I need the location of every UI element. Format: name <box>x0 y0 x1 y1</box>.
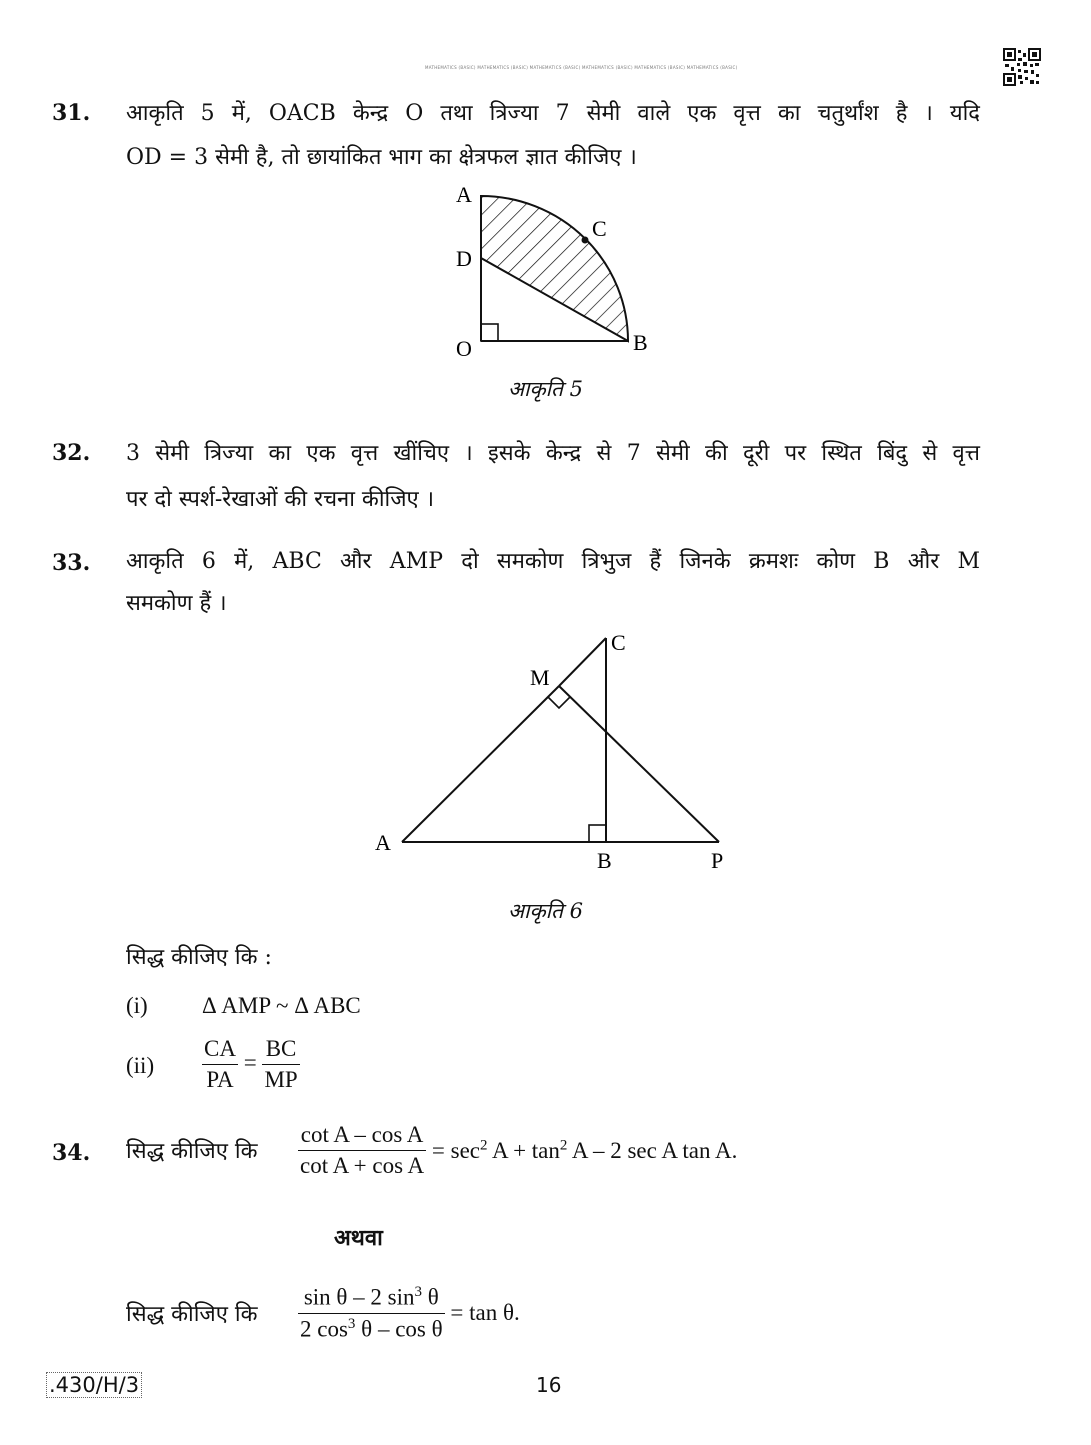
label-c: C <box>592 216 607 241</box>
side-am <box>402 686 559 842</box>
label-b: B <box>633 330 648 355</box>
qr-code-icon <box>1003 48 1041 86</box>
question-31-line-2: OD = 3 सेमी है, तो छायांकित भाग का क्षेत्रफल ज्ञात कीजिए । <box>126 145 637 170</box>
right-angle-mark <box>481 324 498 341</box>
question-33-number: 33. <box>52 550 91 576</box>
header-watermark: MATHEMATICS (BASIC) MATHEMATICS (BASIC) MATHEMATICS (BASIC) MATHEMATICS (BASIC) MATHEMATICS (BASIC) MATHEMATICS (BASIC) <box>425 65 738 70</box>
figure-6-triangles <box>370 625 750 880</box>
question-34-identity <box>298 1122 737 1179</box>
part-i-label: (i) <box>126 993 148 1018</box>
question-34-prove: सिद्ध कीजिए कि <box>126 1139 258 1164</box>
label-p: P <box>711 848 724 873</box>
question-32-number: 32. <box>52 440 91 466</box>
label-b: B <box>597 848 612 873</box>
side-mp <box>559 686 719 842</box>
question-31-number: 31. <box>52 100 91 126</box>
identity-rhs: = $\sec^2 A + \tan^2 A - 2$ sec A tan A. <box>431 1137 738 1163</box>
label-m: M <box>530 665 550 690</box>
question-31-line-1: आकृति 5 में, OACB केन्द्र O तथा त्रिज्या 7 सेमी वाले एक वृत्त का चतुर्थांश है । यदि <box>126 101 980 126</box>
right-angle-mark-b <box>589 825 606 842</box>
paper-code: .430/H/3 <box>46 1372 142 1398</box>
or-separator: अथवा <box>334 1225 383 1251</box>
part-ii-equation <box>202 1036 300 1093</box>
page-number: 16 <box>536 1373 562 1397</box>
fraction-bc-mp: $\frac{BC}{MP}$ <box>264 1036 298 1092</box>
right-angle-mark-m <box>548 697 570 708</box>
label-o: O <box>456 336 472 361</box>
question-33-line-1: आकृति 6 में, ABC और AMP दो समकोण त्रिभुज हैं जिनके क्रमशः कोण B और M <box>126 549 980 574</box>
alt-identity-rhs: = tan θ. <box>450 1300 520 1326</box>
label-a: A <box>375 830 391 855</box>
side-ac <box>559 638 606 686</box>
part-i-statement: Δ AMP ~ Δ ABC <box>202 993 361 1018</box>
question-32-line-2: पर दो स्पर्श-रेखाओं की रचना कीजिए । <box>126 487 435 512</box>
question-33-line-2: समकोण हैं । <box>126 591 227 616</box>
label-a: A <box>456 182 472 207</box>
question-33-prove-intro: सिद्ध कीजिए कि : <box>126 945 272 970</box>
figure-5-caption: आकृति 5 <box>508 377 584 401</box>
label-c: C <box>611 630 626 655</box>
point-c <box>582 237 589 244</box>
figure-5-quarter-circle <box>440 175 670 370</box>
figure-6-caption: आकृति 6 <box>508 899 584 923</box>
question-34-alt-prove: सिद्ध कीजिए कि <box>126 1302 258 1327</box>
fraction-ca-pa: $\frac{CA}{PA}$ <box>204 1036 236 1092</box>
equals-sign: = <box>243 1049 257 1075</box>
question-34-number: 34. <box>52 1140 91 1166</box>
question-32-line-1: 3 सेमी त्रिज्या का एक वृत्त खींचिए । इसके केन्द्र से 7 सेमी की दूरी पर स्थित बिंदु से वृत्त <box>126 441 980 466</box>
part-ii-label: (ii) <box>126 1053 155 1078</box>
fraction-sin-cos: $\frac{\sin \theta - 2 \sin^3 \theta}{2 \cos^3 \theta - \cos \theta}$ <box>300 1284 443 1342</box>
fraction-cot-cos: $\frac{\text{cot A – cos A}}{\text{cot A + cos A}}$ <box>300 1122 425 1178</box>
question-34-alt-identity <box>298 1284 520 1342</box>
label-d: D <box>456 246 472 271</box>
